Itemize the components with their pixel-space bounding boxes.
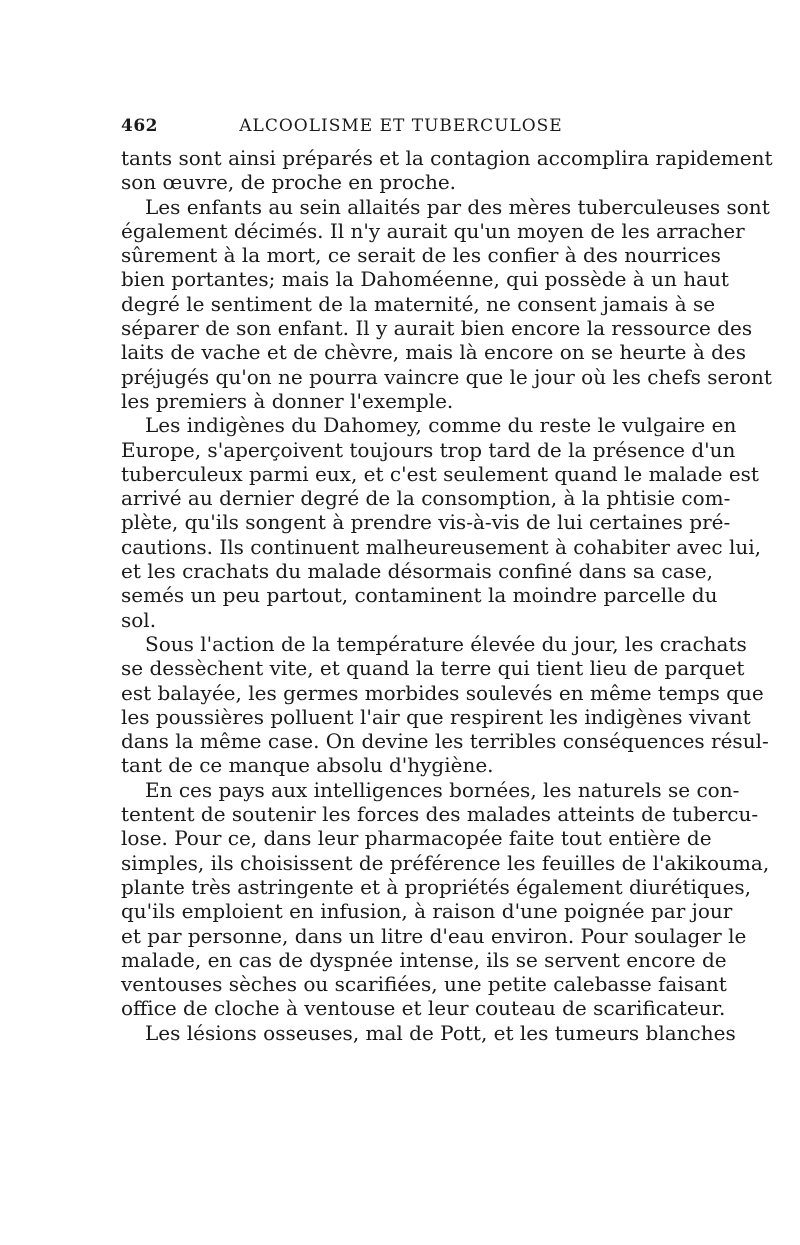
text-line: laits de vache et de chèvre, mais là encore on se heurte à des bbox=[121, 340, 747, 365]
text-line: dans la même case. On devine les terribles conséquences résul- bbox=[121, 729, 769, 754]
text-line: son œuvre, de proche en proche. bbox=[121, 170, 457, 195]
text-line: et par personne, dans un litre d'eau environ. Pour soulager le bbox=[121, 923, 747, 948]
body-text bbox=[121, 146, 773, 1045]
text-line: qu'ils emploient en infusion, à raison d'une poignée par jour bbox=[121, 899, 733, 924]
page-header bbox=[121, 116, 681, 140]
text-line: plète, qu'ils songent à prendre vis-à-vis de lui certaines pré- bbox=[121, 510, 731, 535]
text-line: degré le sentiment de la maternité, ne consent jamais à se bbox=[121, 291, 716, 316]
text-line: également décimés. Il n'y aurait qu'un moyen de les arracher bbox=[121, 218, 745, 243]
running-title: ALCOOLISME ET TUBERCULOSE bbox=[239, 116, 563, 136]
text-line: malade, en cas de dyspnée intense, ils se servent encore de bbox=[121, 947, 727, 972]
text-line: se dessèchent vite, et quand la terre qui tient lieu de parquet bbox=[121, 656, 745, 681]
text-line: sûrement à la mort, ce serait de les confier à des nourrices bbox=[121, 243, 721, 268]
text-line: sol. bbox=[121, 607, 157, 632]
text-line: tants sont ainsi préparés et la contagion accomplira rapidement bbox=[121, 146, 773, 170]
text-line: ventouses sèches ou scarifiées, une petite calebasse faisant bbox=[121, 972, 727, 997]
text-line: plante très astringente et à propriétés également diurétiques, bbox=[121, 874, 752, 899]
page-number: 462 bbox=[121, 116, 158, 136]
text-line: Les indigènes du Dahomey, comme du reste le vulgaire en bbox=[145, 413, 737, 438]
text-line: office de cloche à ventouse et leur couteau de scarificateur. bbox=[121, 996, 726, 1021]
text-line: tant de ce manque absolu d'hygiène. bbox=[121, 753, 494, 778]
text-line: séparer de son enfant. Il y aurait bien encore la ressource des bbox=[121, 316, 753, 341]
text-line: lose. Pour ce, dans leur pharmacopée faite tout entière de bbox=[121, 826, 712, 851]
text-line: semés un peu partout, contaminent la moindre parcelle du bbox=[121, 583, 718, 608]
text-line: préjugés qu'on ne pourra vaincre que le jour où les chefs seront bbox=[121, 364, 772, 389]
text-line: En ces pays aux intelligences bornées, les naturels se con- bbox=[145, 777, 740, 802]
text-line: les poussières polluent l'air que respirent les indigènes vivant bbox=[121, 704, 751, 729]
text-line: tentent de soutenir les forces des malades atteints de tubercu- bbox=[121, 802, 759, 827]
text-line: Europe, s'aperçoivent toujours trop tard de la présence d'un bbox=[121, 437, 736, 462]
text-line: Les lésions osseuses, mal de Pott, et les tumeurs blanches bbox=[145, 1020, 736, 1045]
text-line: et les crachats du malade désormais confiné dans sa case, bbox=[121, 559, 713, 584]
text-line: est balayée, les germes morbides soulevés en même temps que bbox=[121, 680, 764, 705]
text-line: Sous l'action de la température élevée du jour, les crachats bbox=[145, 631, 747, 656]
text-line: Les enfants au sein allaités par des mères tuberculeuses sont bbox=[145, 194, 770, 219]
text-line: bien portantes; mais la Dahoméenne, qui possède à un haut bbox=[121, 267, 729, 292]
text-line: cautions. Ils continuent malheureusement à cohabiter avec lui, bbox=[121, 534, 761, 559]
text-line: simples, ils choisissent de préférence les feuilles de l'akikouma, bbox=[121, 850, 770, 875]
text-line: arrivé au dernier degré de la consomption, à la phtisie com- bbox=[121, 486, 731, 511]
text-line: les premiers à donner l'exemple. bbox=[121, 388, 454, 413]
text-line: tuberculeux parmi eux, et c'est seulement quand le malade est bbox=[121, 461, 759, 486]
